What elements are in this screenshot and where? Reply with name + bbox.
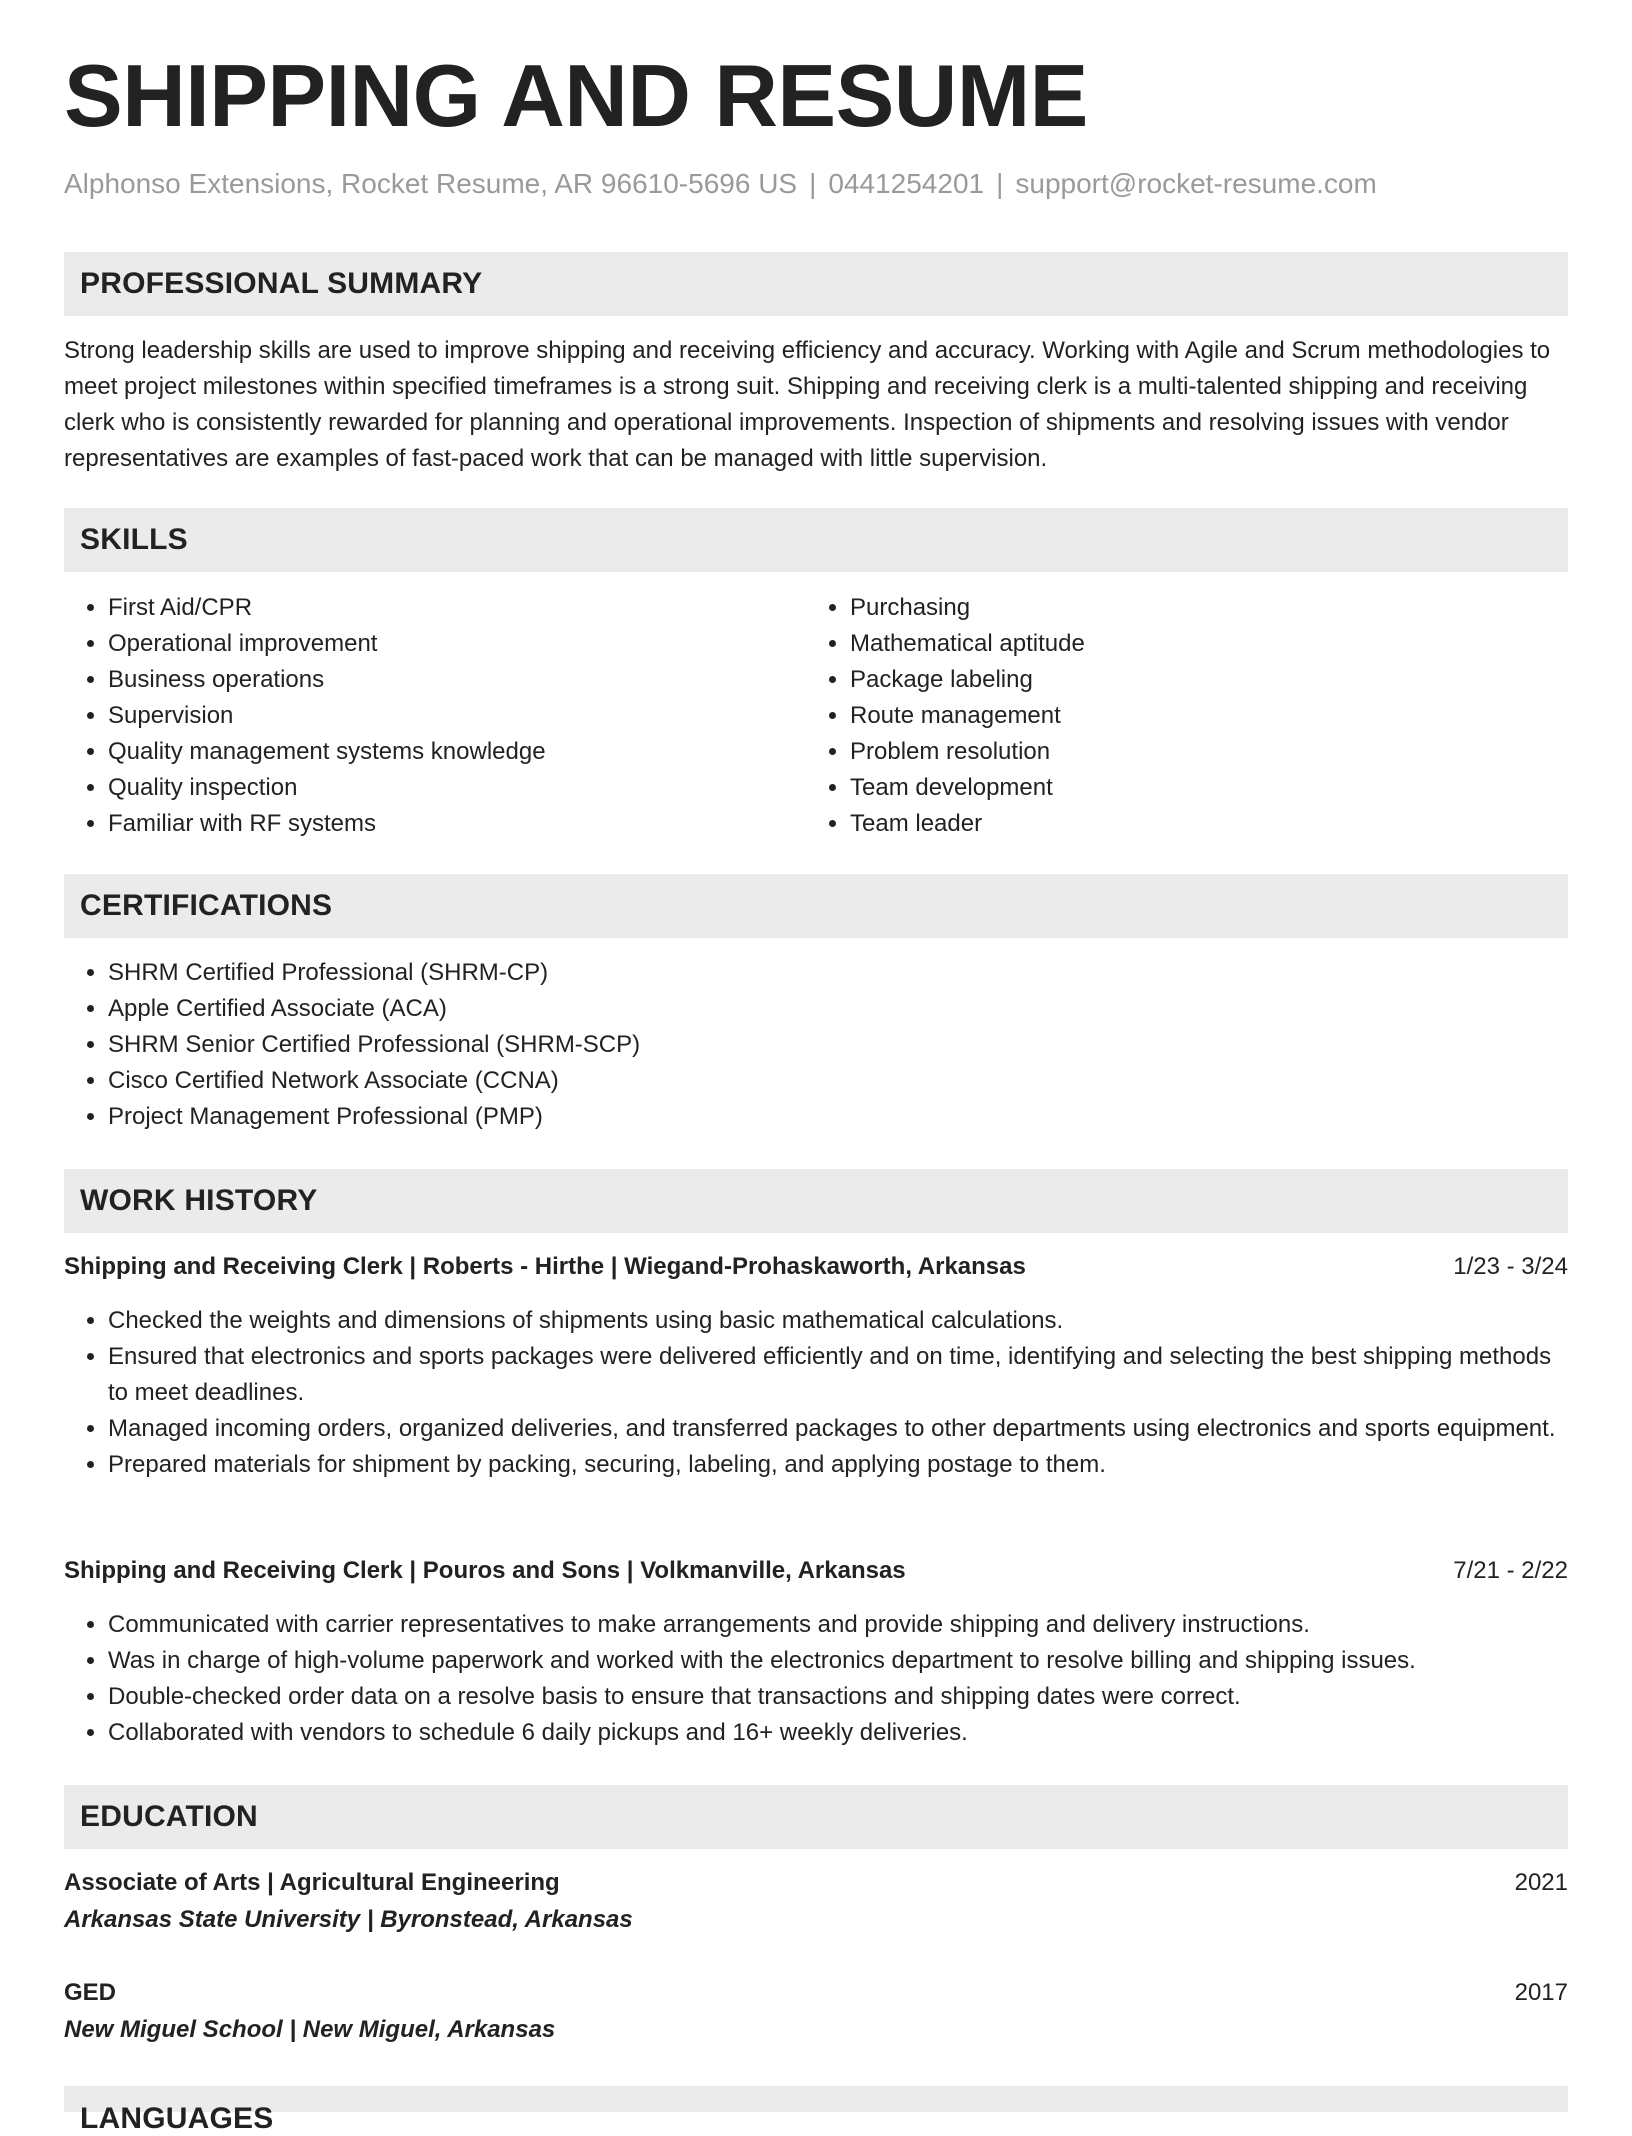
- skill-item: • Mathematical aptitude: [850, 626, 1610, 662]
- education-year: 2021: [1514, 1869, 1568, 1896]
- education-school: Arkansas State University | Byronstead, Arkansas: [64, 1906, 633, 1933]
- contact-phone: 0441254201: [828, 168, 985, 199]
- certification-item: • Apple Certified Associate (ACA): [108, 991, 1568, 1027]
- section-header-summary: [64, 252, 1568, 316]
- section-header-languages: [64, 2086, 1568, 2135]
- skill-item: • Route management: [850, 698, 1610, 734]
- skill-item: • Familiar with RF systems: [108, 806, 808, 842]
- skill-item: • Quality inspection: [108, 770, 808, 806]
- job-title: Shipping and Receiving Clerk | Roberts - Hirthe | Wiegand-Prohaskaworth, Arkansas: [64, 1253, 1026, 1280]
- contact-email[interactable]: support@rocket-resume.com: [1015, 168, 1377, 199]
- job-bullet: • Prepared materials for shipment by packing, securing, labeling, and applying postage to them.: [108, 1447, 1568, 1483]
- skill-item: • Purchasing: [850, 590, 1610, 626]
- contact-separator: |: [996, 168, 1004, 199]
- skill-item: • Supervision: [108, 698, 808, 734]
- skill-item: • Business operations: [108, 662, 808, 698]
- job-dates: 1/23 - 3/24: [1453, 1253, 1568, 1280]
- skills-list-right: [806, 590, 1610, 842]
- job-bullet: • Was in charge of high-volume paperwork and worked with the electronics department to resolve billing and shipping issues.: [108, 1643, 1568, 1679]
- job-bullet: • Checked the weights and dimensions of shipments using basic mathematical calculations.: [108, 1303, 1568, 1339]
- job-bullet: • Ensured that electronics and sports packages were delivered efficiently and on time, identifying and selecting the best shipping methods to meet deadlines.: [108, 1339, 1568, 1411]
- skills-list-left: [64, 590, 808, 842]
- job-bullet: • Collaborated with vendors to schedule 6 daily pickups and 16+ weekly deliveries.: [108, 1715, 1568, 1751]
- certification-item: • SHRM Senior Certified Professional (SHRM-SCP): [108, 1027, 1568, 1063]
- section-title-education: EDUCATION: [80, 1800, 258, 1833]
- skill-item: • First Aid/CPR: [108, 590, 808, 626]
- job-bullet: • Double-checked order data on a resolve basis to ensure that transactions and shipping dates were correct.: [108, 1679, 1568, 1715]
- job-title: Shipping and Receiving Clerk | Pouros and Sons | Volkmanville, Arkansas: [64, 1557, 906, 1584]
- certification-item: • Project Management Professional (PMP): [108, 1099, 1568, 1135]
- job-bullet: • Managed incoming orders, organized deliveries, and transferred packages to other departments using electronics and sports equipment.: [108, 1411, 1568, 1447]
- contact-address: Alphonso Extensions, Rocket Resume, AR 96610-5696 US: [64, 168, 798, 199]
- contact-separator: |: [809, 168, 817, 199]
- section-title-work-history: WORK HISTORY: [80, 1184, 318, 1217]
- resume-name: SHIPPING AND RESUME: [64, 46, 1088, 145]
- education-degree: Associate of Arts | Agricultural Engineering: [64, 1869, 560, 1896]
- section-title-languages: LANGUAGES: [80, 2102, 274, 2135]
- summary-text: Strong leadership skills are used to improve shipping and receiving efficiency and accuracy. Working with Agile and Scrum methodologies to meet project milestones within specified timeframes is a strong suit. Shipping and receiving clerk is a multi-talented shipping and receiving clerk who is consistently rewarded for planning and operational improvements. Inspection of shipments and resolving issues with vendor representatives are examples of fast-paced work that can be managed with little supervision.: [64, 337, 1551, 472]
- skill-item: • Team leader: [850, 806, 1610, 842]
- section-title-certifications: CERTIFICATIONS: [80, 889, 333, 922]
- section-header-education: [64, 1785, 1568, 1849]
- certifications-list: [64, 955, 1568, 1135]
- contact-line: [64, 168, 1377, 200]
- job-bullet: • Communicated with carrier representatives to make arrangements and provide shipping and delivery instructions.: [108, 1607, 1568, 1643]
- skill-item: • Team development: [850, 770, 1610, 806]
- skill-item: • Operational improvement: [108, 626, 808, 662]
- job-bullets: [64, 1607, 1568, 1751]
- education-school: New Miguel School | New Miguel, Arkansas: [64, 2016, 556, 2043]
- education-year: 2017: [1514, 1979, 1568, 2006]
- skill-item: • Problem resolution: [850, 734, 1610, 770]
- job-bullets: [64, 1303, 1568, 1483]
- section-title-summary: PROFESSIONAL SUMMARY: [80, 267, 483, 300]
- certification-item: • Cisco Certified Network Associate (CCNA): [108, 1063, 1568, 1099]
- section-header-skills: [64, 508, 1568, 572]
- section-header-certifications: [64, 874, 1568, 938]
- skill-item: • Quality management systems knowledge: [108, 734, 808, 770]
- section-title-skills: SKILLS: [80, 523, 188, 556]
- job-dates: 7/21 - 2/22: [1453, 1557, 1568, 1584]
- education-degree: GED: [64, 1979, 117, 2006]
- certification-item: • SHRM Certified Professional (SHRM-CP): [108, 955, 1568, 991]
- section-header-work-history: [64, 1169, 1568, 1233]
- skill-item: • Package labeling: [850, 662, 1610, 698]
